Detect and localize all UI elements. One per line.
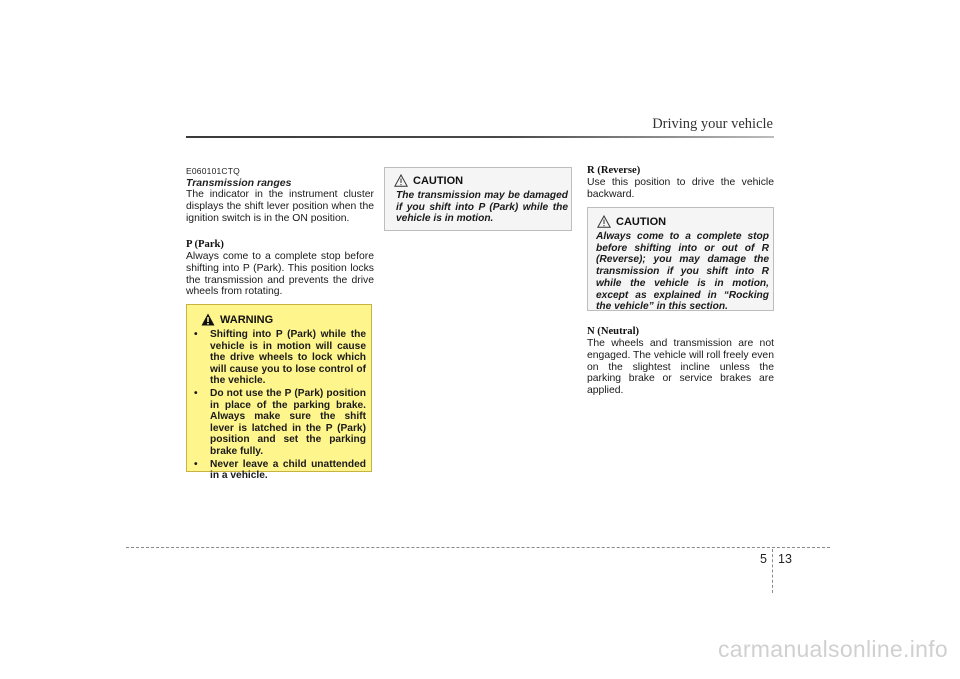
caution-box-park (384, 167, 572, 231)
warning-box (186, 304, 372, 482)
caution-title: CAUTION (413, 174, 464, 187)
caution-title-row (394, 174, 463, 187)
footer-rule (126, 547, 830, 548)
caution-text: The transmission may be damaged if you shift into P (Park) while the vehicle is in motion. (396, 190, 568, 225)
transmission-ranges-heading: Transmission ranges (186, 177, 292, 189)
warning-icon (201, 313, 215, 326)
caution-title-row (597, 215, 666, 228)
neutral-heading: N (Neutral) (587, 326, 640, 337)
page-separator (772, 549, 773, 593)
watermark-text: carmanualsonline.info (717, 636, 948, 662)
caution-icon (394, 174, 408, 187)
neutral-paragraph: The wheels and transmission are not engaged. The vehicle will roll freely even on the slightest incline unless the parking brake or service brakes are applied. (587, 338, 774, 397)
header-rule (186, 136, 774, 138)
caution-title: CAUTION (616, 215, 667, 228)
page-number: 13 (778, 552, 792, 566)
warning-list (192, 329, 366, 483)
reverse-heading: R (Reverse) (587, 165, 641, 176)
reverse-paragraph: Use this position to drive the vehicle backward. (587, 177, 774, 200)
caution-box-reverse (587, 207, 774, 311)
warning-title: WARNING (220, 313, 274, 326)
caution-icon (597, 215, 611, 228)
chapter-title: Driving your vehicle (652, 116, 773, 132)
section-number: 5 (760, 552, 767, 566)
park-heading: P (Park) (186, 239, 224, 250)
warning-title-row (201, 313, 273, 326)
intro-paragraph: The indicator in the instrument cluster displays the shift lever position when the ignition switch is in the ON position. (186, 189, 374, 224)
warning-item: • Do not use the P (Park) position in place of the parking brake. Always make sure the shift lever is latched in the P (Park) position and set the parking brake fully. (194, 387, 366, 457)
warning-item: • Shifting into P (Park) while the vehicle is in motion will cause the drive wheels to lock which will cause you to lose control of the vehicle. (194, 329, 366, 387)
section-code: E060101CTQ (186, 166, 240, 176)
warning-item: • Never leave a child unattended in a vehicle. (194, 458, 366, 482)
park-paragraph: Always come to a complete stop before shifting into P (Park). This position locks the transmission and prevents the drive wheels from rotating. (186, 251, 374, 298)
caution-text: Always come to a complete stop before shifting into or out of R (Reverse); you may damage the transmission if you shift into R while the vehicle is in motion, except as explained in “Rocking the vehicle” in this section. (596, 231, 769, 313)
